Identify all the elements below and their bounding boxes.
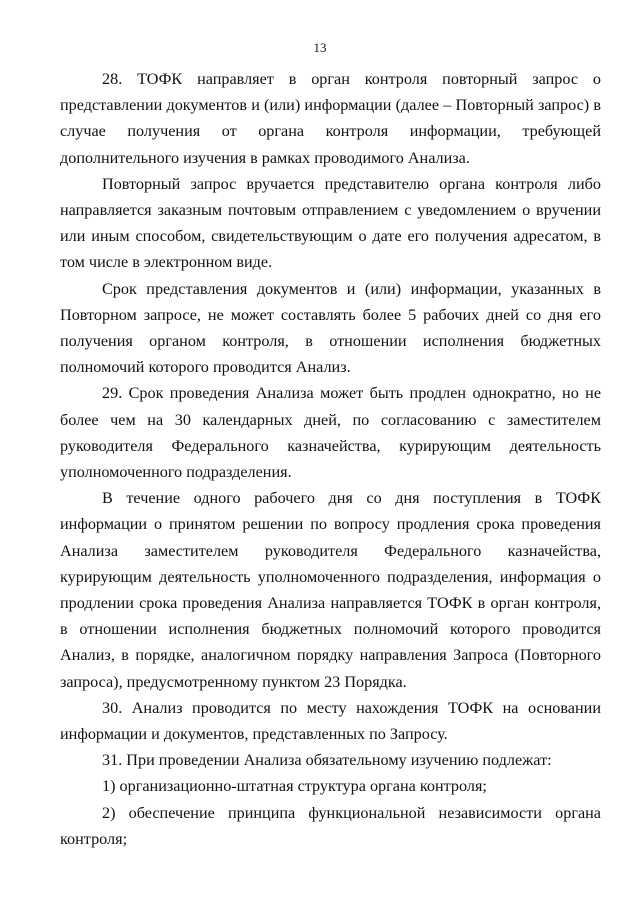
document-body — [60, 66, 601, 852]
paragraph-29: 29. Срок проведения Анализа может быть продлен однократно, но не более чем на 30 календарных дней, по согласованию с заместителем руководителя Федерального казначейства, курирующим деятельность уполномоченного подразделения. — [60, 384, 601, 482]
paragraph-extension-notice: В течение одного рабочего дня со дня поступления в ТОФК информации о принятом решении по вопросу продления срока проведения Анализа заместителем руководителя Федерального казначейства, курирующим деятельность уполномоченного подразделения, информация о продлении срока проведения Анализа направляется ТОФК в орган контроля, в отношении исполнения бюджетных полномочий которого проводится Анализ, в порядке, аналогичном порядку направления Запроса (Повторного запроса), предусмотренному пунктом 23 Порядка. — [60, 489, 601, 691]
paragraph-31: 31. При проведении Анализа обязательному изучению подлежат: — [102, 751, 552, 770]
paragraph-28: 28. ТОФК направляет в орган контроля повторный запрос о представлении документов и (или) информации (далее – Повторный запрос) в случае получения от органа контроля информации, требующей дополнительного изучения в рамках проводимого Анализа. — [60, 70, 601, 167]
paragraph-repeat-request-delivery: Повторный запрос вручается представителю органа контроля либо направляется заказным почтовым отправлением с уведомлением о вручении или иным способом, свидетельствующим о дате его получения адресатом, в том числе в электронном виде. — [60, 174, 601, 272]
list-item-2: 2) обеспечение принципа функциональной независимости органа контроля; — [60, 803, 601, 848]
paragraph-30: 30. Анализ проводится по месту нахождения ТОФК на основании информации и документов, представленных по Запросу. — [60, 698, 601, 744]
list-item-1: 1) организационно-штатная структура органа контроля; — [102, 777, 487, 796]
page-number: 13 — [313, 40, 327, 55]
paragraph-submission-deadline: Срок представления документов и (или) информации, указанных в Повторном запросе, не может составлять более 5 рабочих дней со дня его получения органом контроля, в отношении исполнения бюджетных полномочий которого проводится Анализ. — [60, 279, 601, 377]
